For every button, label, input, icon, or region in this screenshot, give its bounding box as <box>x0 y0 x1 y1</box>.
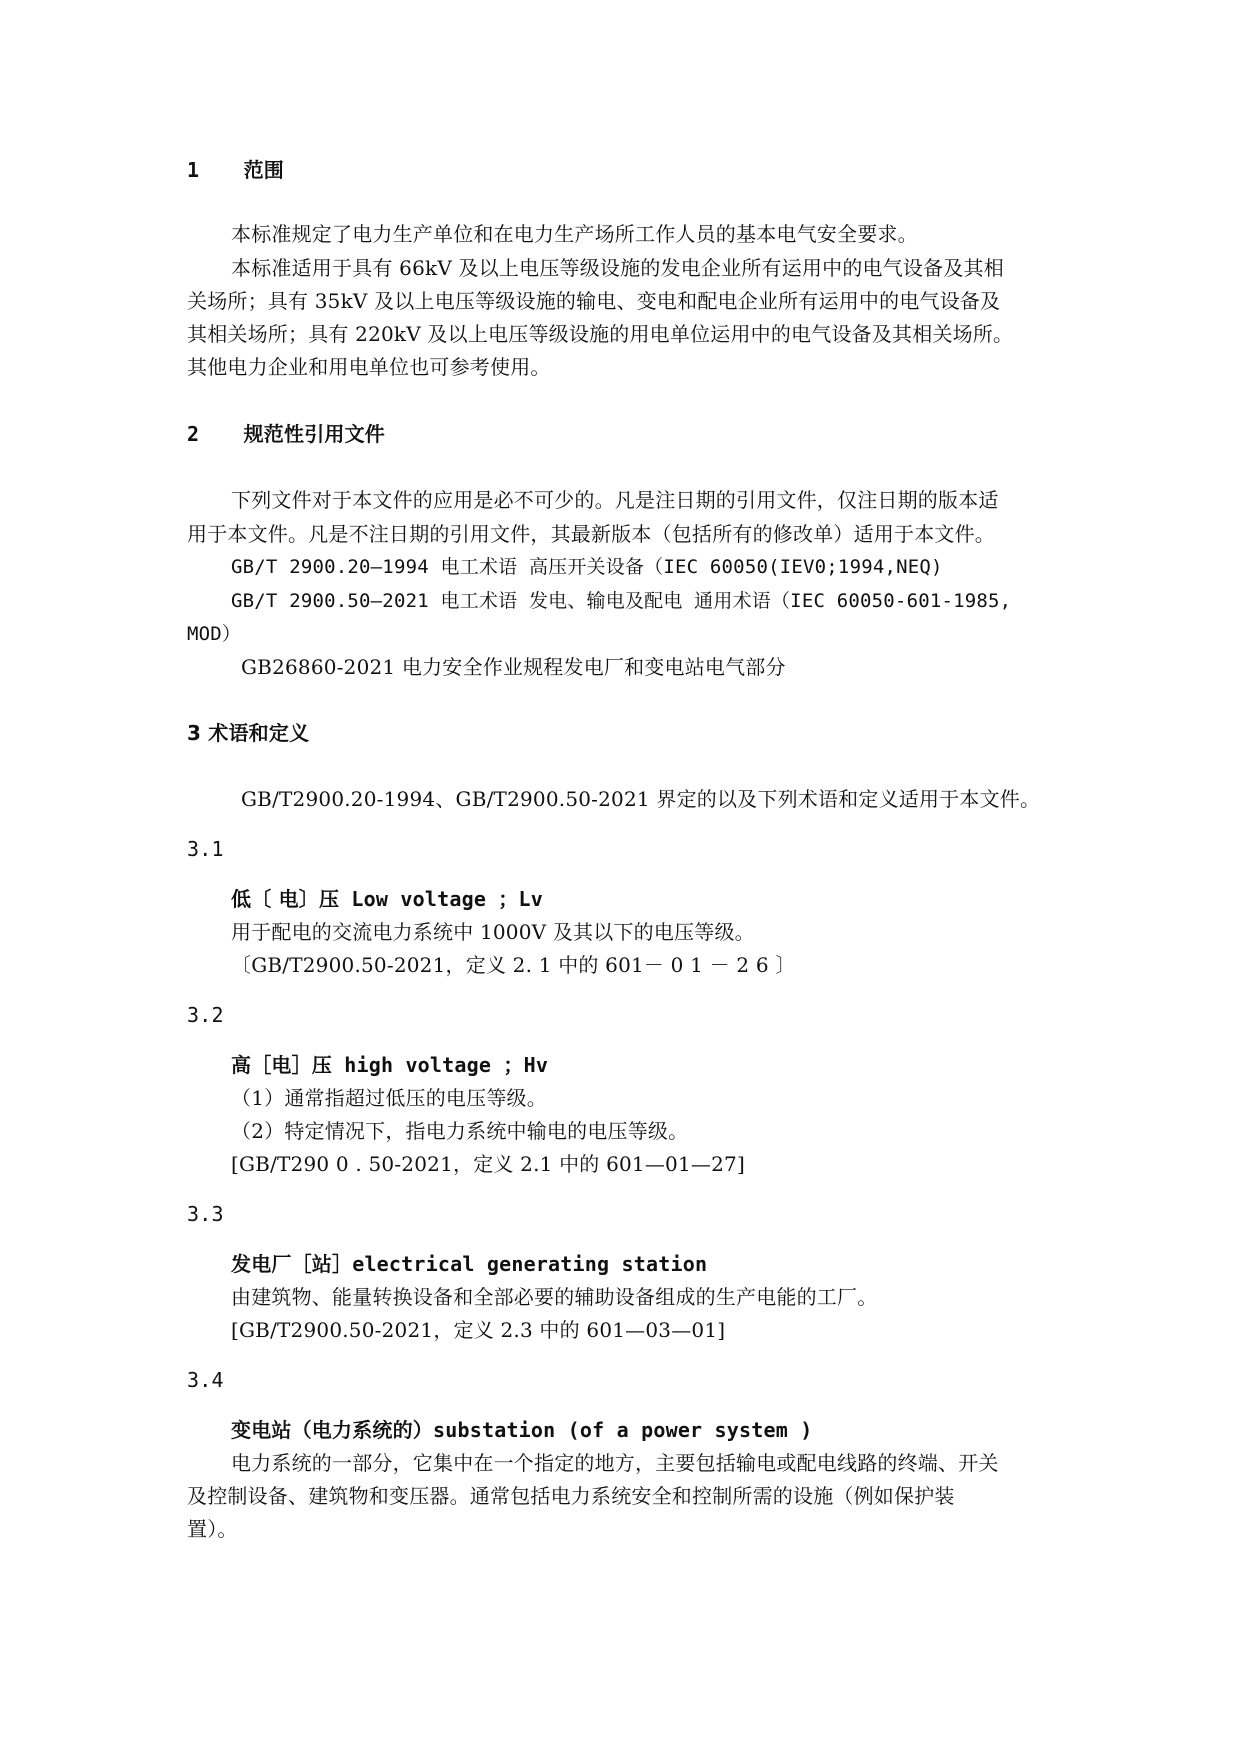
section-2-number: 2 <box>187 422 200 446</box>
term-3-1-name-cn: 低〔 电〕压 <box>231 887 340 911</box>
term-3-3-number: 3.3 <box>187 1202 224 1226</box>
term-3-3-name-cn: 发电厂［站］ <box>231 1252 353 1276</box>
section-1-paragraph-line: 本标准规定了电力生产单位和在电力生产场所工作人员的基本电气安全要求。 <box>231 222 918 246</box>
reference-gb26860: GB26860-2021 电力安全作业规程发电厂和变电站电气部分 <box>241 655 786 679</box>
term-3-4-definition-line: 及控制设备、建筑物和变压器。通常包括电力系统安全和控制所需的设施（例如保护装 <box>187 1484 955 1508</box>
term-3-4-name-en: substation (of a power system ) <box>433 1418 813 1442</box>
term-3-2-source: [GB/T290 0 . 50-2021，定义 2.1 中的 601—01—27] <box>231 1152 745 1176</box>
term-3-1-name <box>231 886 543 912</box>
term-3-4-name <box>231 1417 812 1443</box>
section-2-line: 用于本文件。凡是不注日期的引用文件，其最新版本（包括所有的修改单）适用于本文件。 <box>187 522 995 546</box>
term-3-3-name <box>231 1251 707 1277</box>
reference-gbt-2900-20: GB/T 2900.20—1994 电工术语 高压开关设备（IEC 60050(IEV0;1994,NEQ) <box>231 556 943 578</box>
section-3-heading: 3 术语和定义 <box>187 721 310 745</box>
section-1-paragraph-line: 其相关场所；具有 220kV 及以上电压等级设施的用电单位运用中的电气设备及其相关场所。 <box>187 322 1014 346</box>
section-1-paragraph-line: 本标准适用于具有 66kV 及以上电压等级设施的发电企业所有运用中的电气设备及其相 <box>231 256 1004 280</box>
reference-gbt-2900-50: GB/T 2900.50—2021 电工术语 发电、输电及配电 通用术语（IEC 60050-601-1985, <box>231 590 1012 612</box>
section-1-paragraph-line: 关场所；具有 35kV 及以上电压等级设施的输电、变电和配电企业所有运用中的电气设备及 <box>187 289 1001 313</box>
term-3-1-name-en: Low voltage ；Lv <box>339 887 543 911</box>
term-3-1-definition: 用于配电的交流电力系统中 1000V 及其以下的电压等级。 <box>231 920 755 944</box>
term-3-2-name <box>231 1052 548 1078</box>
term-3-4-number: 3.4 <box>187 1368 224 1392</box>
section-2-heading <box>187 421 385 447</box>
term-3-3-definition: 由建筑物、能量转换设备和全部必要的辅助设备组成的生产电能的工厂。 <box>231 1285 878 1309</box>
term-3-4-definition-line: 置）。 <box>187 1517 238 1541</box>
section-2-line: 下列文件对于本文件的应用是必不可少的。凡是注日期的引用文件，仅注日期的版本适 <box>231 488 999 512</box>
term-3-2-definition-1: （1）通常指超过低压的电压等级。 <box>231 1086 547 1110</box>
term-3-4-definition-line: 电力系统的一部分，它集中在一个指定的地方，主要包括输电或配电线路的终端、开关 <box>231 1451 999 1475</box>
term-3-3-source: [GB/T2900.50-2021，定义 2.3 中的 601—03—01] <box>231 1318 726 1342</box>
section-1-title: 范围 <box>243 158 284 182</box>
term-3-1-source: 〔GB/T2900.50-2021，定义 2. 1 中的 601－ 0 1 － 2 6 〕 <box>231 953 796 977</box>
section-1-paragraph-line: 其他电力企业和用电单位也可参考使用。 <box>187 355 551 379</box>
term-3-4-name-cn: 变电站（电力系统的） <box>231 1418 433 1442</box>
term-3-1-number: 3.1 <box>187 837 224 861</box>
section-1-number: 1 <box>187 158 200 182</box>
section-2-title: 规范性引用文件 <box>243 422 385 446</box>
term-3-2-number: 3.2 <box>187 1003 224 1027</box>
term-3-2-name-cn: 高［电］压 <box>231 1053 332 1077</box>
term-3-3-name-en: electrical generating station <box>352 1252 708 1276</box>
reference-gbt-2900-50-cont: MOD） <box>187 623 242 645</box>
term-3-2-name-en: high voltage ；Hv <box>332 1053 549 1077</box>
term-3-2-definition-2: （2）特定情况下，指电力系统中输电的电压等级。 <box>231 1119 689 1143</box>
section-1-heading <box>187 157 284 183</box>
section-3-intro: GB/T2900.20-1994、GB/T2900.50-2021 界定的以及下列术语和定义适用于本文件。 <box>241 787 1041 811</box>
